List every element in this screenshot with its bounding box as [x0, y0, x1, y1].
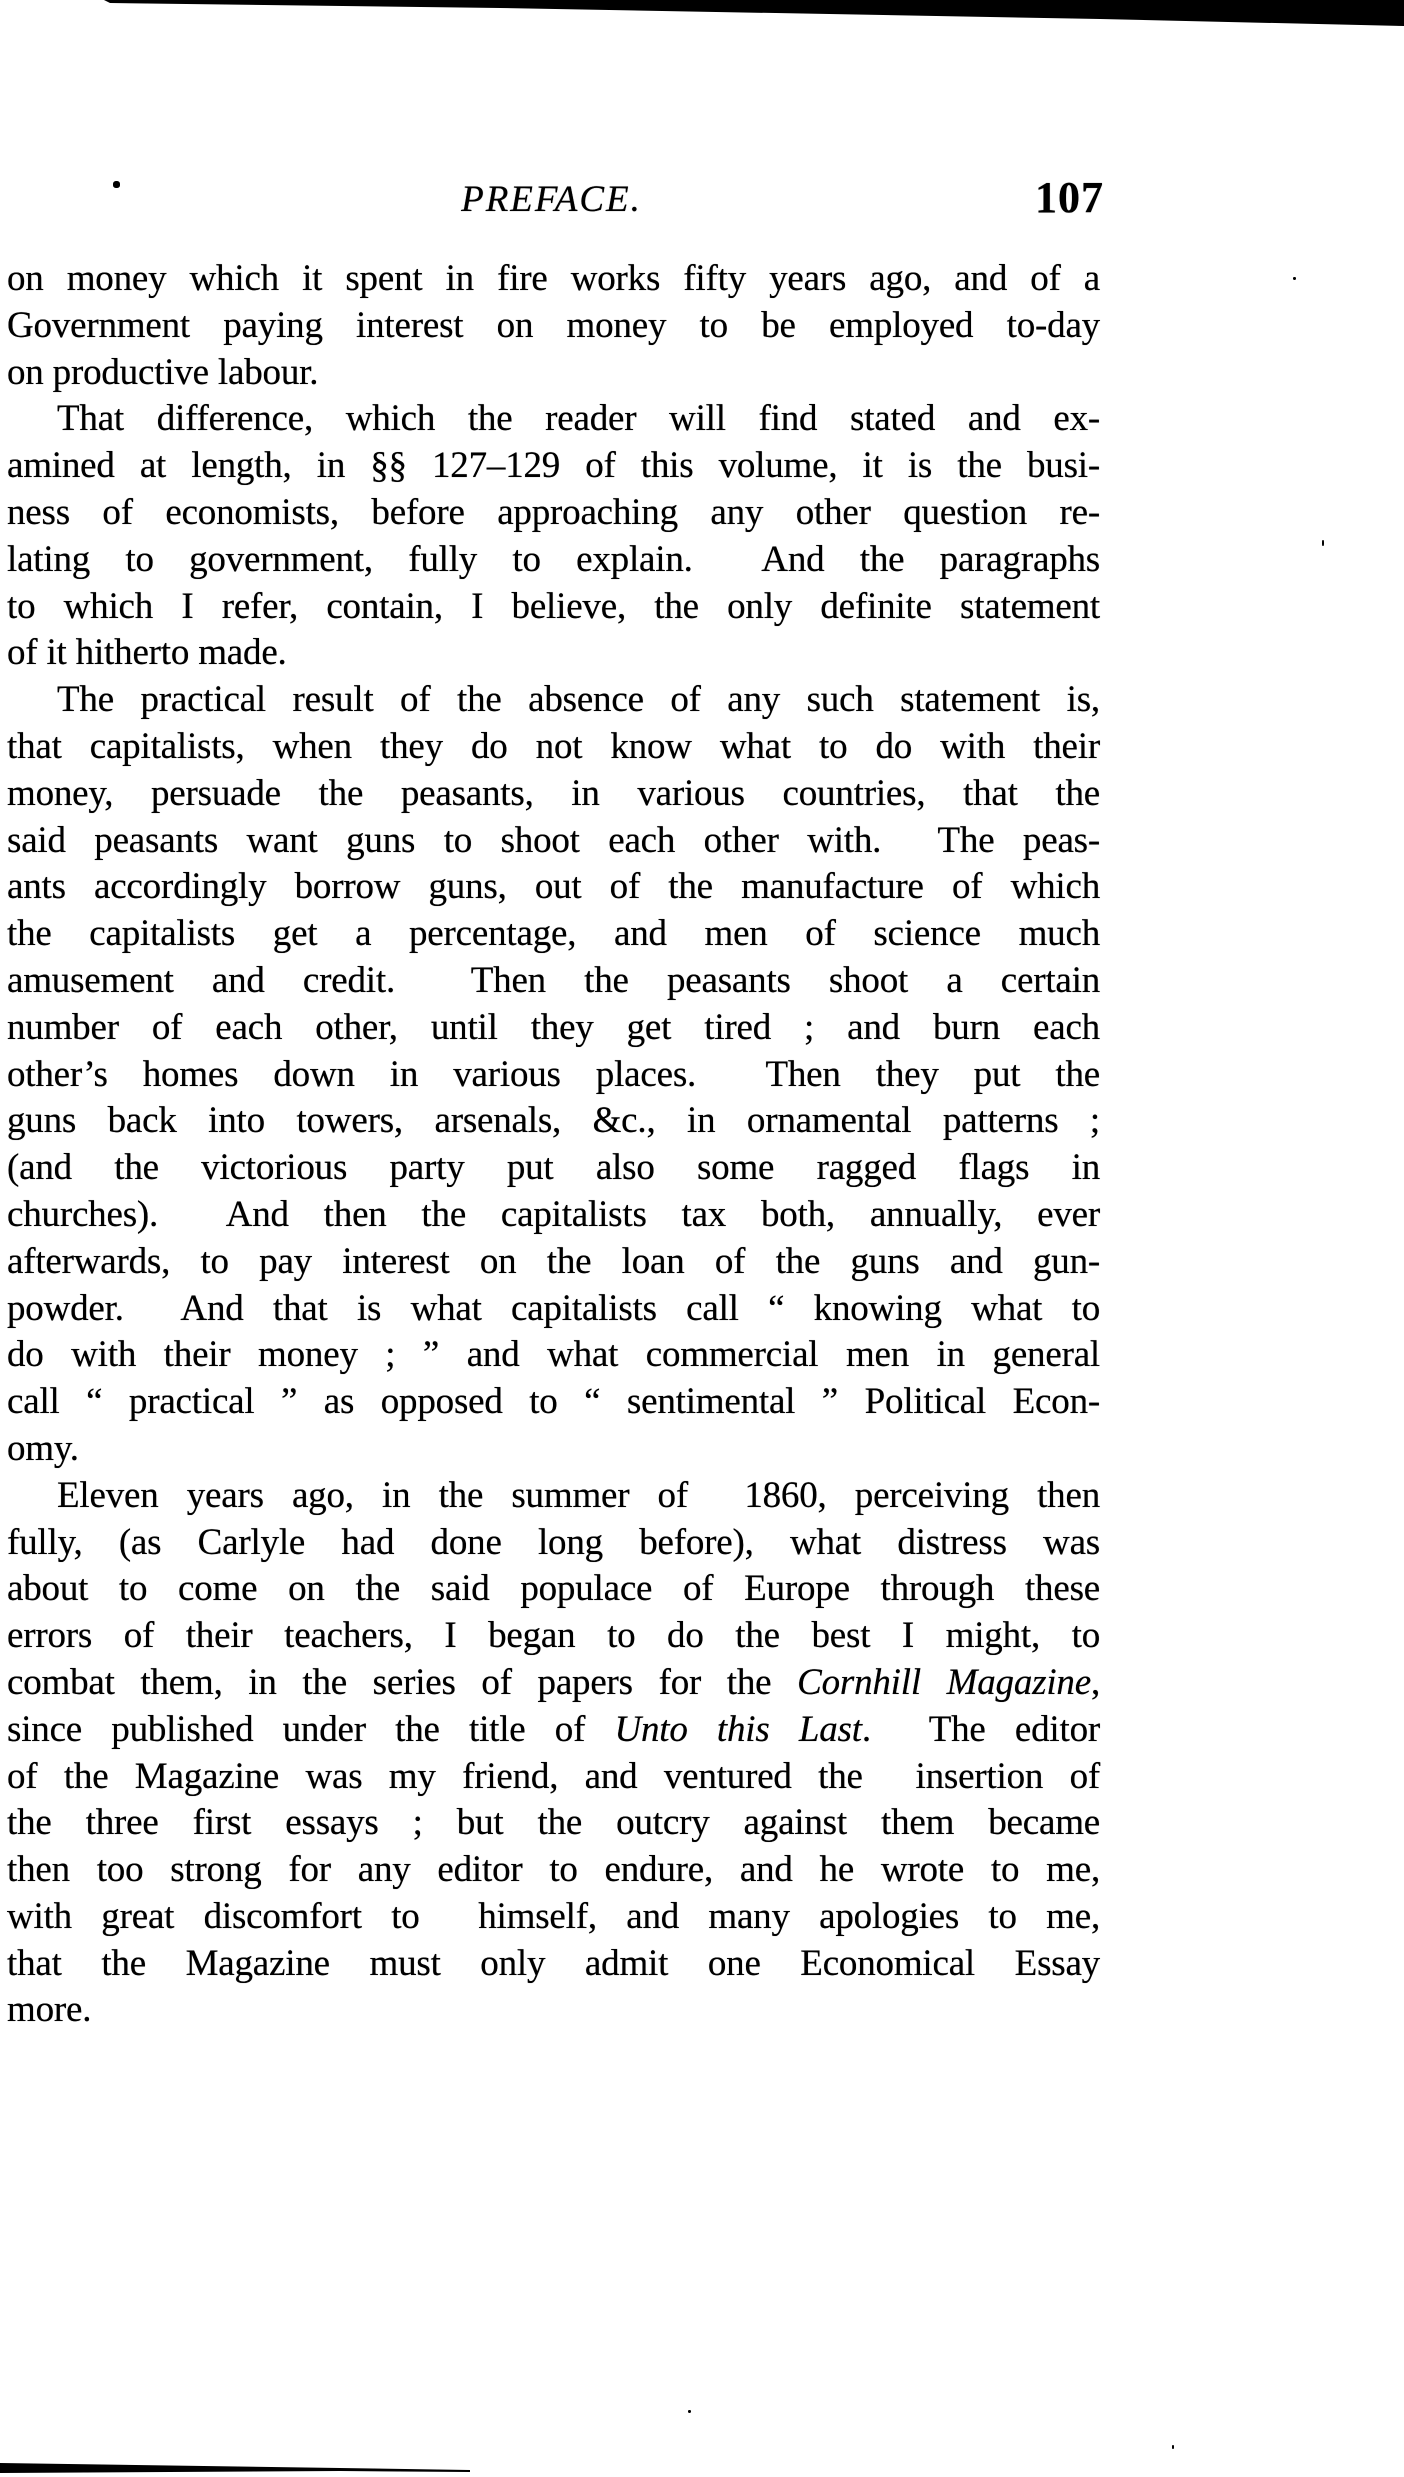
- paragraph: [7, 396, 1100, 677]
- text-line: the capitalists get a percentage, and men of science much: [7, 913, 1100, 955]
- paragraph: [7, 677, 1100, 1473]
- text-line: then too strong for any editor to endure, and he wrote to me,: [7, 1849, 1100, 1891]
- text-segment: ,: [1090, 1661, 1101, 1703]
- ink-speck: [1322, 540, 1324, 546]
- italic-text: Unto this Last: [614, 1708, 862, 1750]
- text-line: said peasants want guns to shoot each other with. The peas-: [7, 819, 1100, 861]
- paragraph: [7, 256, 1100, 396]
- scan-edge-artifact-bottom: [0, 2460, 470, 2477]
- text-line: lating to government, fully to explain. And the paragraphs: [7, 538, 1100, 580]
- ink-speck: [113, 181, 120, 188]
- text-line: ants accordingly borrow guns, out of the manufacture of which: [7, 866, 1100, 908]
- text-line: errors of their teachers, I began to do the best I might, to: [7, 1615, 1100, 1657]
- text-line: (and the victorious party put also some ragged flags in: [7, 1147, 1100, 1189]
- text-line: The practical result of the absence of any such statement is,: [57, 679, 1100, 721]
- text-line: churches). And then the capitalists tax both, annually, ever: [7, 1193, 1100, 1235]
- text-line: that the Magazine must only admit one Economical Essay: [7, 1942, 1100, 1984]
- text-line: omy.: [7, 1427, 79, 1469]
- text-line: ness of economists, before approaching any other question re-: [7, 491, 1100, 533]
- text-line: call “ practical ” as opposed to “ sentimental ” Political Econ-: [7, 1381, 1100, 1423]
- text-column: [7, 256, 1100, 2034]
- text-line: amusement and credit. Then the peasants shoot a certain: [7, 959, 1100, 1001]
- text-segment: since published under the title of: [7, 1708, 615, 1750]
- ink-speck: [1172, 2445, 1174, 2449]
- text-line: amined at length, in §§ 127–129 of this volume, it is the busi-: [7, 445, 1100, 487]
- text-line: powder. And that is what capitalists call “ knowing what to: [7, 1287, 1100, 1329]
- ink-speck: [1293, 277, 1296, 280]
- text-line: with great discomfort to himself, and many apologies to me,: [7, 1895, 1100, 1937]
- text-line: [7, 1707, 1100, 1754]
- ink-speck: [688, 2410, 691, 2413]
- text-line: money, persuade the peasants, in various countries, that the: [7, 772, 1100, 814]
- paragraph: [7, 1473, 1100, 2035]
- text-line: to which I refer, contain, I believe, the only definite statement: [7, 585, 1100, 627]
- text-line: afterwards, to pay interest on the loan of the guns and gun-: [7, 1240, 1100, 1282]
- text-line: do with their money ; ” and what commercial men in general: [7, 1334, 1100, 1376]
- text-line: guns back into towers, arsenals, &c., in ornamental patterns ;: [7, 1100, 1100, 1142]
- page-title: PREFACE.: [461, 179, 642, 220]
- running-header: [0, 173, 1104, 228]
- italic-text: Cornhill Magazine: [797, 1661, 1091, 1703]
- text-line: That difference, which the reader will find stated and ex-: [57, 398, 1100, 440]
- scan-edge-artifact-top: [0, 0, 1404, 30]
- text-segment: . The editor: [861, 1708, 1100, 1750]
- text-line: [7, 1660, 1100, 1707]
- text-line: other’s homes down in various places. Then they put the: [7, 1053, 1100, 1095]
- text-line: that capitalists, when they do not know what to do with their: [7, 725, 1100, 767]
- text-line: number of each other, until they get tired ; and burn each: [7, 1006, 1100, 1048]
- text-line: of the Magazine was my friend, and ventured the insertion of: [7, 1755, 1100, 1797]
- text-line: on productive labour.: [7, 351, 319, 393]
- text-segment: combat them, in the series of papers for the: [7, 1661, 798, 1703]
- text-line: fully, (as Carlyle had done long before), what distress was: [7, 1521, 1100, 1563]
- text-line: about to come on the said populace of Europe through these: [7, 1568, 1100, 1610]
- text-line: Government paying interest on money to be employed to-day: [7, 304, 1100, 346]
- text-line: Eleven years ago, in the summer of 1860, perceiving then: [57, 1474, 1100, 1516]
- text-line: of it hitherto made.: [7, 632, 287, 674]
- text-line: more.: [7, 1989, 92, 2031]
- page-number: 107: [1035, 173, 1104, 222]
- text-line: on money which it spent in fire works fifty years ago, and of a: [7, 258, 1100, 299]
- text-line: the three first essays ; but the outcry against them became: [7, 1802, 1100, 1844]
